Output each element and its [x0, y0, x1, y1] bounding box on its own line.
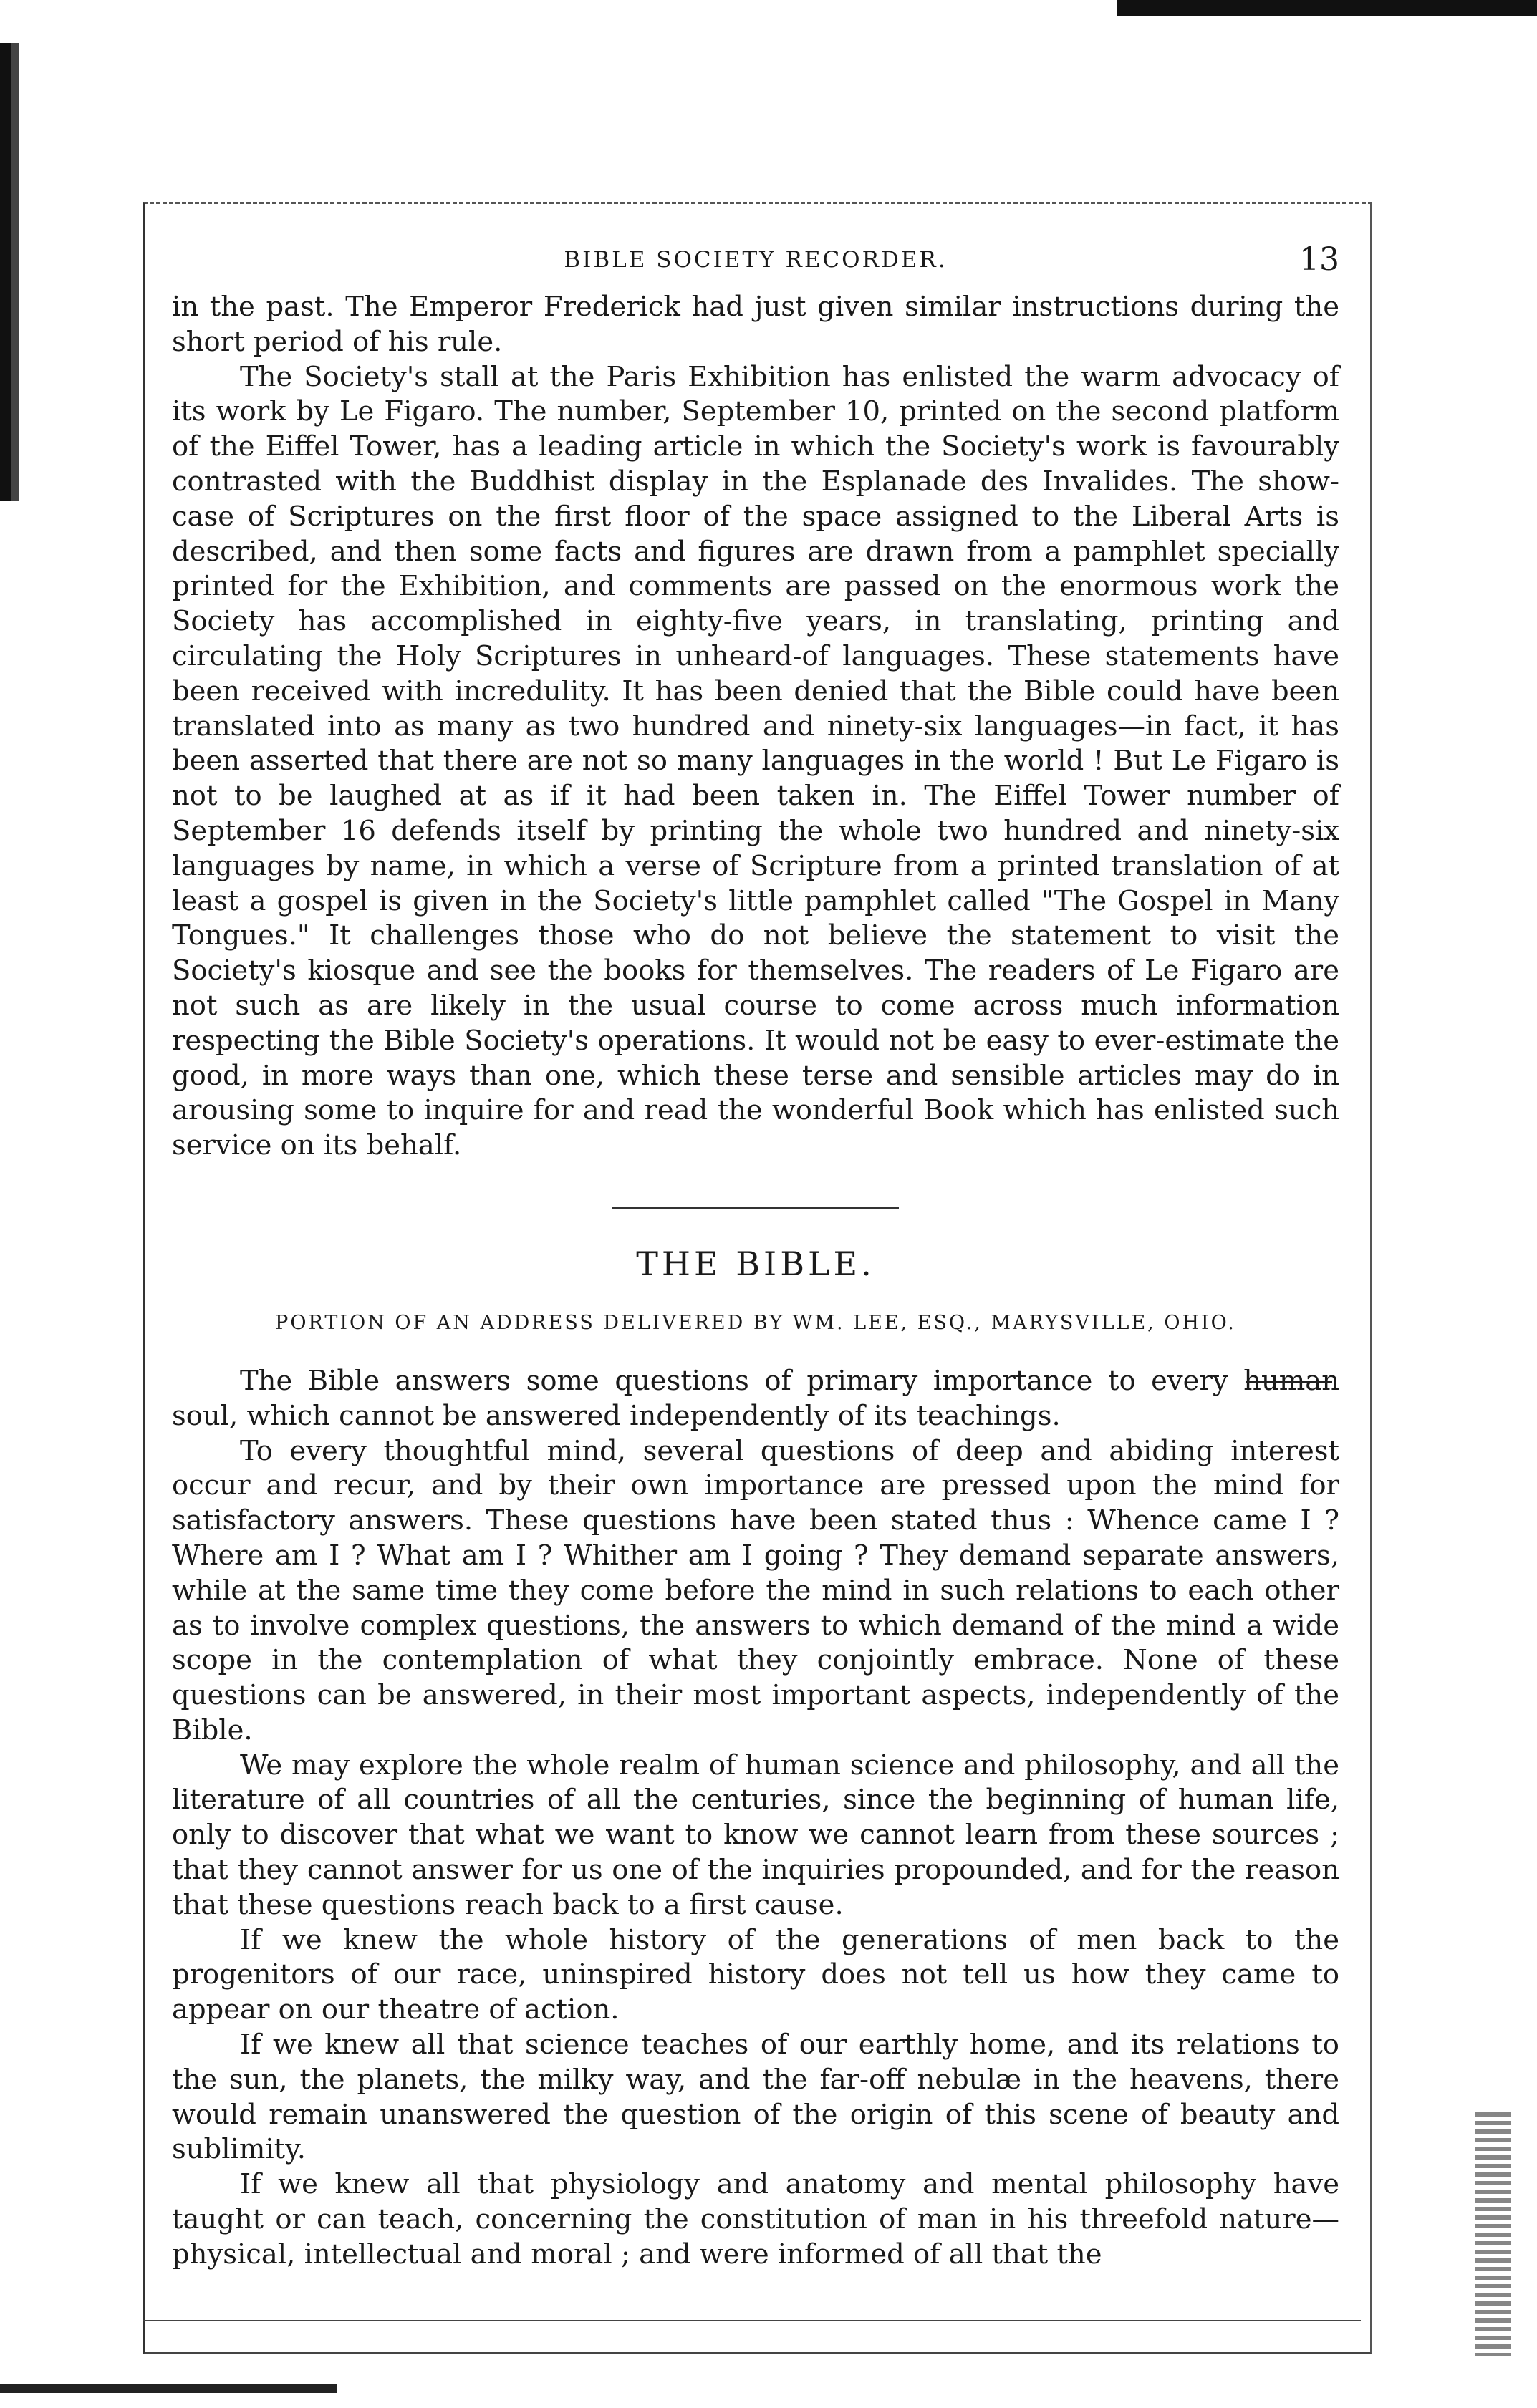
- scan-edge-top: [1117, 0, 1537, 16]
- page-number: 13: [1299, 241, 1339, 278]
- scan-edge-bottom: [0, 2384, 337, 2393]
- paragraph: The Bible answers some questions of primary importance to every human soul, which cannot be answered independently of its teachings.: [172, 1364, 1339, 1432]
- paragraph: If we knew all that science teaches of our earthly home, and its relations to the sun, the planets, the milky way, and the far-off nebulæ in the heavens, there would remain unanswered the question of the origin of this scene of beauty and sublimity.: [172, 2029, 1339, 2166]
- paragraph: The Society's stall at the Paris Exhibition has enlisted the warm advocacy of its work by Le Figaro. The number, September 10, printed on the second platform of the Eiffel Tower, has a leading article in which the Society's work is favourably contrasted with the Buddhist display in the Esplanade des Invalides. The show-case of Scriptures on the first floor of the space assigned to the Liberal Arts is described, and then some facts and figures are drawn from a pamphlet specially printed for the Exhibition, and comments are passed on the enormous work the Society has accomplished in eighty-five years, in translating, printing and circulating the Holy Scriptures in unheard-of languages. These statements have been received with incredulity. It has been denied that the Bible could have been translated into as many as two hundred and ninety-six languages—in fact, it has been asserted that there are not so many languages in the world ! But Le Figaro is not to be laughed at as if it had been taken in. The Eiffel Tower number of September 16 defends itself by printing the whole two hundred and ninety-six languages by name, in which a verse of Scripture from a printed translation of at least a gospel is given in the Society's little pamphlet called "The Gospel in Many Tongues." It challenges those who do not believe the statement to visit the Society's kiosque and see the books for themselves. The readers of Le Figaro are not such as are likely in the usual course to come across much information respecting the Bible Society's operations. It would not be easy to ever-estimate the good, in more ways than one, which these terse and sensible articles may do in arousing some to inquire for and read the wonderful Book which has enlisted such service on its behalf.: [172, 360, 1339, 1162]
- scan-noise-right: [1475, 2112, 1511, 2356]
- text-column: [172, 241, 1339, 2273]
- paragraph: We may explore the whole realm of human science and philosophy, and all the literature of all countries of all the centuries, since the beginning of human life, only to discover that what we want to know we cannot learn from these sources ; that they cannot answer for us one of the inquiries propounded, and for the reason that these questions reach back to a first cause.: [172, 1749, 1339, 1921]
- byline-underline: [1246, 1381, 1332, 1383]
- byline: PORTION OF AN ADDRESS DELIVERED BY WM. LEE, ESQ., MARYSVILLE, OHIO.: [275, 1311, 1236, 1334]
- bible-section-body: [172, 1364, 1339, 2273]
- section-title: THE BIBLE.: [636, 1244, 875, 1283]
- paragraph: To every thoughtful mind, several questions of deep and abiding interest occur and recur, and by their own importance are pressed upon the mind for satisfactory answers. These questions have been stated thus : Whence came I ? Where am I ? What am I ? Whither am I going ? They demand separate answers, while at the same time they come before the mind in such relations to each other as to involve complex questions, the answers to which demand of the mind a wide scope in the contemplation of what they conjointly embrace. None of these questions can be answered, in their most important aspects, independently of the Bible.: [172, 1434, 1339, 1746]
- paragraph: in the past. The Emperor Frederick had just given similar instructions during the short period of his rule.: [172, 291, 1339, 358]
- scan-edge-left: [0, 43, 19, 501]
- article-continued: [172, 290, 1339, 1164]
- section-divider: [612, 1207, 899, 1209]
- running-head: [172, 241, 1339, 290]
- paragraph: If we knew the whole history of the generations of men back to the progenitors of our race, uninspired history does not tell us how they came to appear on our theatre of action.: [172, 1923, 1339, 2026]
- page-bottom-rule: [143, 2320, 1361, 2321]
- running-title: BIBLE SOCIETY RECORDER.: [564, 247, 948, 273]
- paragraph: If we knew all that physiology and anatomy and mental philosophy have taught or can teach, concerning the constitution of man in his threefold nature—physical, intellectual and moral ; and were informed of all that the: [172, 2168, 1339, 2271]
